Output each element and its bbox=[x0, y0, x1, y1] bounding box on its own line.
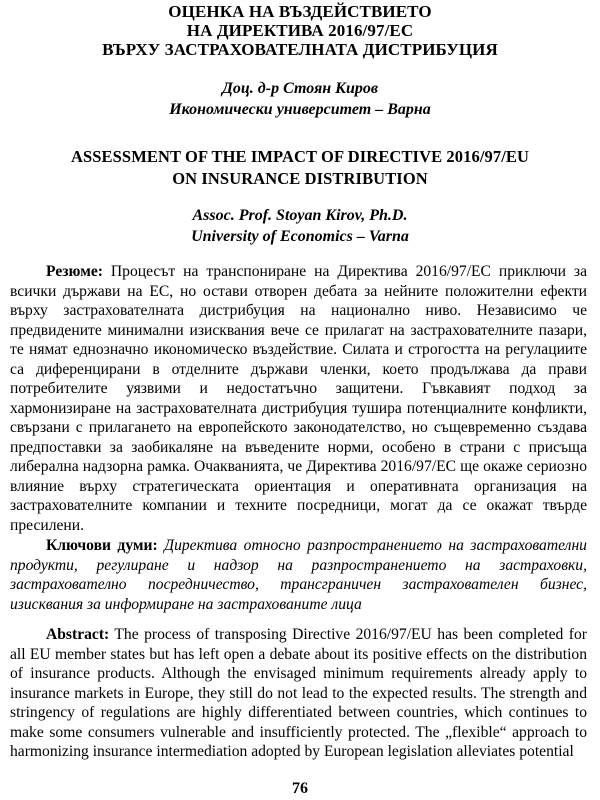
bulgarian-author-block bbox=[0, 78, 600, 120]
english-abstract-label: Abstract: bbox=[46, 626, 110, 643]
bulgarian-author-affiliation: Икономически университет – Варна bbox=[169, 101, 431, 118]
bulgarian-title-line-2: НА ДИРЕКТИВА 2016/97/ЕС bbox=[186, 21, 414, 40]
english-author-name: Assoc. Prof. Stoyan Kirov, Ph.D. bbox=[192, 207, 408, 224]
bulgarian-abstract bbox=[10, 262, 587, 535]
bulgarian-title-line-3: ВЪРХУ ЗАСТРАХОВАТЕЛНАТА ДИСТРИБУЦИЯ bbox=[102, 40, 498, 59]
english-author-block bbox=[0, 205, 600, 247]
english-title-line-2: ON INSURANCE DISTRIBUTION bbox=[172, 169, 428, 188]
page-number: 76 bbox=[292, 780, 308, 797]
bulgarian-title-line-1: ОЦЕНКА НА ВЪЗДЕЙСТВИЕТО bbox=[168, 2, 432, 21]
bulgarian-abstract-text: Процесът на транспониране на Директива 2016/97/ЕС приключи за всички държави на ЕС, но остави отворен дебата за нейните положителни ефекти върху застрахователната дистрибуция на национално ниво. Независимо че предвидените минимални изисквания вече се прилагат на застрахователните пазари, те нямат еднозначно икономическо въздействие. Силата и строгостта на регулациите са диференцирани в отделните държави членки, което продължава да прави потребителите уязвими и недостатъчно защитени. Гъвкавият подход за хармонизиране на застрахователната дистрибуция туширa потенциалните конфликти, свързани с прилагането на европейското законодателство, но същевременно създава предпоставки за заобикаляне на въведените норми, особено в страни с присъща либерална надзорна рамка. Очакванията, че Директива 2016/97/ЕС ще окаже сериозно влияние върху стратегическата ориентация и оперативната организация на застрахователните компании и техните посредници, могат да се окажат твърде пресилени. bbox=[10, 263, 587, 534]
english-abstract-text: The process of transposing Directive 2016/97/EU has been completed for all EU member states but has left open a debate about its positive effects on the distribution of insurance products. Although the envisaged minimum requirements already apply to insurance markets in Europe, they still do not lead to the expected results. The strength and stringency of regulations are highly differentiated between countries, which continues to make some consumers vulnerable and insufficiently protected. The „flexible“ approach to harmonizing insurance intermediation adopted by European legislation alleviates potential bbox=[10, 626, 587, 760]
english-title bbox=[0, 146, 600, 190]
english-author-affiliation: University of Economics – Varna bbox=[191, 228, 409, 245]
bulgarian-keywords-text: Директива относно разпространението на застрахователни продукти, регулиране и надзор на разпространението на застраховки, застрахователно посредничество, трансграничен застрахователен бизнес, изисквания за информиране на застрахованите лица bbox=[10, 537, 587, 613]
bulgarian-keywords bbox=[10, 536, 587, 614]
english-title-line-1: ASSESSMENT OF THE IMPACT OF DIRECTIVE 2016/97/EU bbox=[70, 147, 530, 166]
english-abstract bbox=[10, 625, 587, 762]
bulgarian-author-name: Доц. д-р Стоян Киров bbox=[221, 80, 379, 97]
bulgarian-title bbox=[0, 2, 600, 59]
bulgarian-abstract-label: Резюме: bbox=[46, 263, 103, 280]
bulgarian-keywords-label: Ключови думи: bbox=[46, 537, 158, 554]
